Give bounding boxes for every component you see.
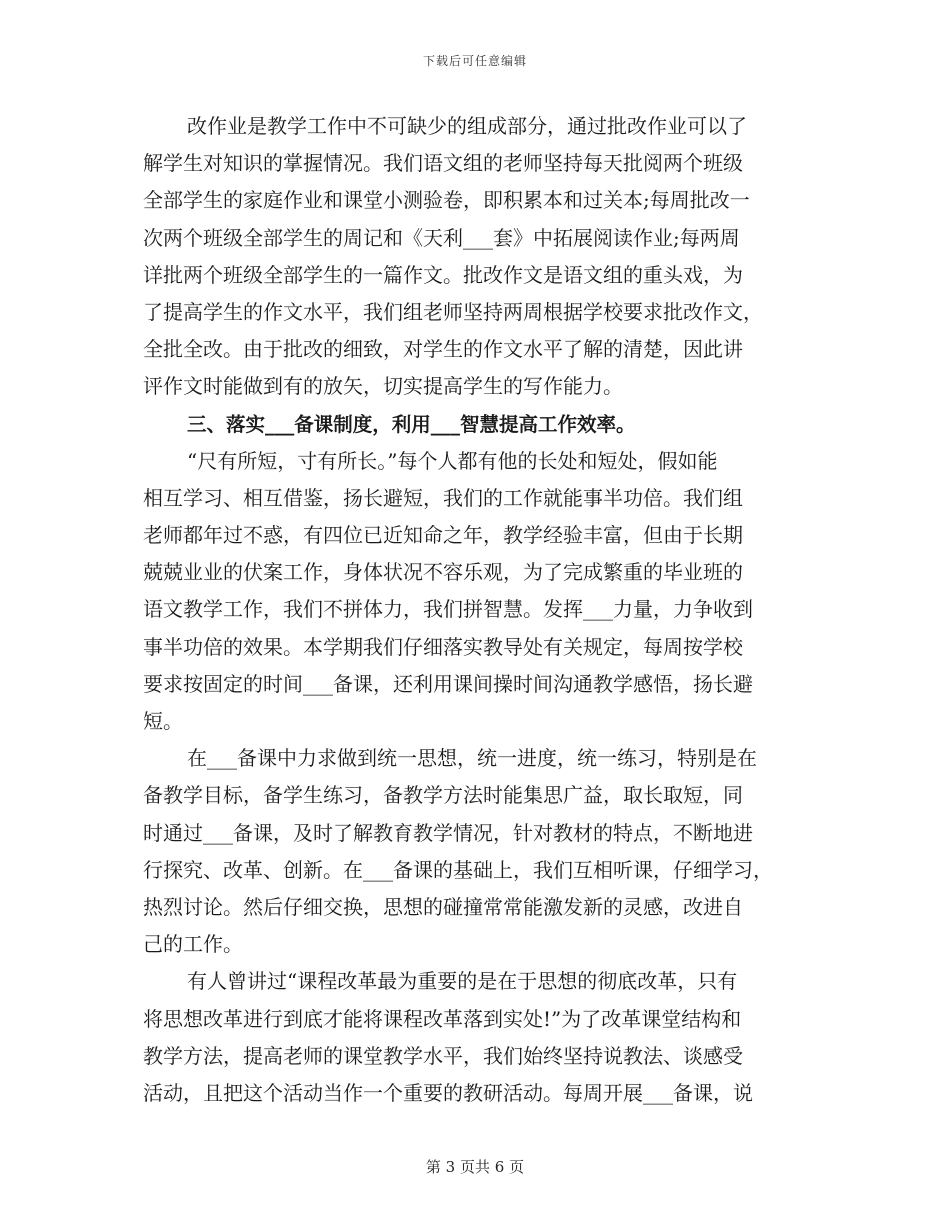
text-line: 次两个班级全部学生的周记和《天利___套》中拓展阅读作业;每两周: [143, 225, 740, 250]
text-line: 行探究、改革、创新。在___备课的基础上，我们互相听课，仔细学习，: [143, 857, 773, 882]
text-line: 兢兢业业的伏案工作，身体状况不容乐观，为了完成繁重的毕业班的: [143, 560, 743, 585]
text-line: 相互学习、相互借鉴，扬长避短，我们的工作就能事半功倍。我们组: [143, 485, 743, 510]
text-line: 将思想改革进行到底才能将课程改革落到实处!”为了改革课堂结构和: [143, 1006, 742, 1031]
section-heading: 三、落实___备课制度，利用___智慧提高工作效率。: [187, 412, 636, 436]
document-body: [143, 108, 815, 1112]
page-header: 下载后可任意编辑: [422, 54, 527, 68]
text-line: 在___备课中力求做到统一思想，统一进度，统一练习，特别是在: [187, 746, 757, 771]
text-line: 时通过___备课，及时了解教育教学情况，针对教材的特点，不断地进: [143, 820, 753, 845]
text-line: 备教学目标，备学生练习，备教学方法时能集思广益，取长取短，同: [143, 783, 743, 808]
text-line: 老师都年过不惑，有四位已近知命之年，教学经验丰富，但由于长期: [143, 523, 743, 548]
text-line: 解学生对知识的掌握情况。我们语文组的老师坚持每天批阅两个班级: [143, 151, 743, 176]
text-line: 要求按固定的时间___备课，还利用课间操时间沟通教学感悟，扬长避: [143, 671, 753, 696]
text-line: 详批两个班级全部学生的一篇作文。批改作文是语文组的重头戏，为: [143, 262, 743, 287]
text-line: 教学方法，提高老师的课堂教学水平，我们始终坚持说教法、谈感受: [143, 1043, 743, 1068]
text-line: 短。: [143, 709, 183, 733]
text-line: 评作文时能做到有的放矢，切实提高学生的写作能力。: [143, 374, 623, 399]
text-line: 己的工作。: [143, 932, 243, 957]
text-line: 事半功倍的效果。本学期我们仔细落实教导处有关规定，每周按学校: [143, 634, 743, 659]
text-line: 了提高学生的作文水平，我们组老师坚持两周根据学校要求批改作文，: [143, 299, 763, 324]
text-line: 有人曾讲过“课程改革最为重要的是在于思想的彻底改革，只有: [187, 969, 738, 994]
text-line: 语文教学工作，我们不拼体力，我们拼智慧。发挥___力量，力争收到: [143, 597, 753, 622]
text-line: 活动，且把这个活动当作一个重要的教研活动。每周开展___备课，说: [143, 1080, 753, 1105]
text-line: “尺有所短，寸有所长。”每个人都有他的长处和短处，假如能: [187, 448, 718, 473]
page-footer: 第 3 页共 6 页: [425, 1158, 525, 1176]
text-line: 全部学生的家庭作业和课堂小测验卷，即积累本和过关本;每周批改一: [143, 188, 750, 213]
text-line: 全批全改。由于批改的细致，对学生的作文水平了解的清楚，因此讲: [143, 337, 743, 362]
text-line: 热烈讨论。然后仔细交换，思想的碰撞常常能激发新的灵感，改进自: [143, 894, 743, 919]
text-line: 改作业是教学工作中不可缺少的组成部分，通过批改作业可以了: [187, 114, 747, 138]
